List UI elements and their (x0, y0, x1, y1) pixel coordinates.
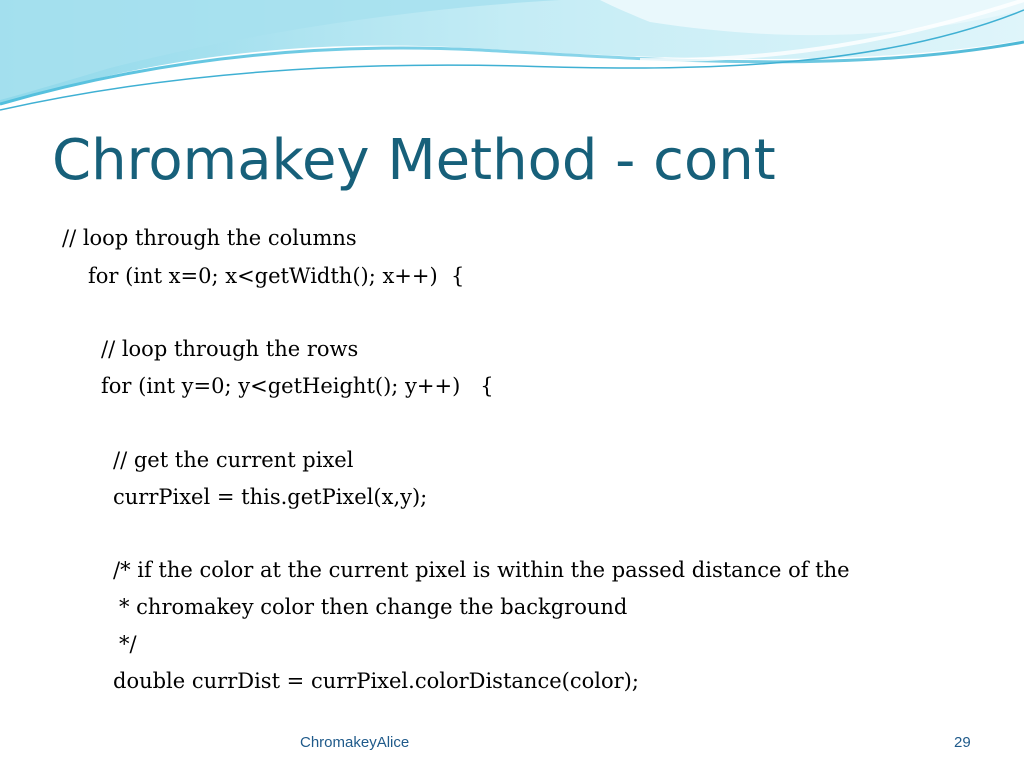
code-line-2: for (int x=0; x<getWidth(); x++) { (88, 264, 465, 288)
code-line-3: // loop through the rows (101, 337, 359, 361)
code-line-7: /* if the color at the current pixel is within the passed distance of the (113, 558, 850, 582)
code-line-10: double currDist = currPixel.colorDistance(color); (113, 669, 639, 693)
slide-title: Chromakey Method - cont (52, 128, 776, 193)
footer-text: ChromakeyAlice (300, 734, 410, 751)
code-line-5: // get the current pixel (113, 448, 354, 472)
code-line-1: // loop through the columns (62, 226, 357, 250)
code-line-9: */ (119, 632, 137, 656)
code-line-6: currPixel = this.getPixel(x,y); (113, 485, 428, 509)
code-line-8: * chromakey color then change the background (119, 595, 628, 619)
page-number: 29 (954, 734, 971, 751)
code-line-4: for (int y=0; y<getHeight(); y++) { (101, 374, 494, 398)
